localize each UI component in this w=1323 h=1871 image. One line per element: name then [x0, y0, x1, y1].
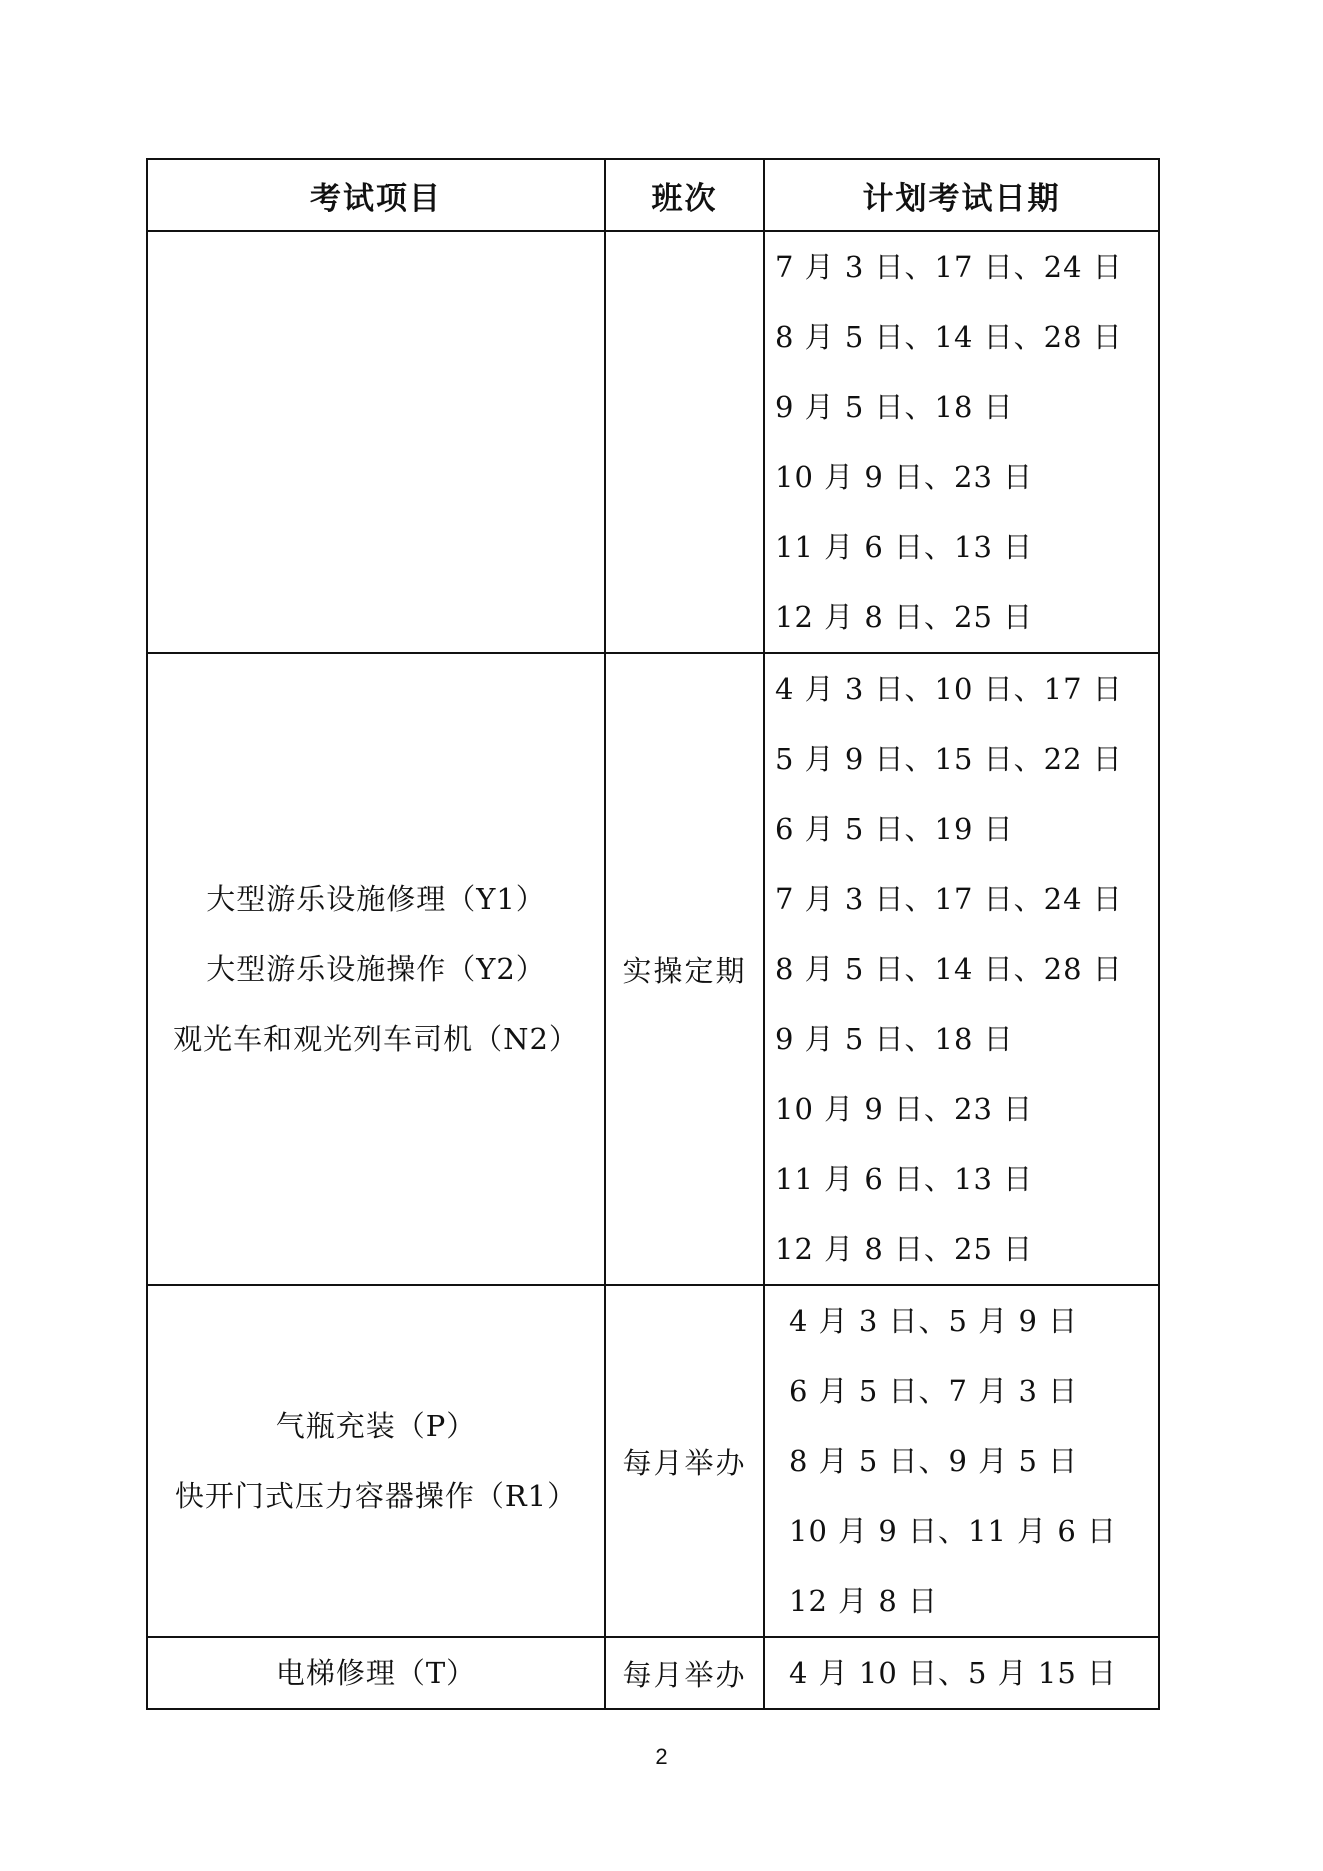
date-line: 4 月 3 日、10 日、17 日 [775, 672, 1123, 706]
exam-item-cell [147, 231, 605, 653]
exam-item-cell [147, 653, 605, 1285]
exam-item: 电梯修理（T） [275, 1656, 477, 1690]
date-line: 7 月 3 日、17 日、24 日 [775, 250, 1123, 284]
class-cell: 每月举办 [605, 1637, 764, 1709]
page-number: 2 [655, 1744, 668, 1769]
date-line: 8 月 5 日、14 日、28 日 [775, 320, 1123, 354]
date-line: 10 月 9 日、23 日 [775, 460, 1034, 494]
date-line: 11 月 6 日、13 日 [775, 1162, 1034, 1196]
exam-item: 大型游乐设施修理（Y1） [206, 882, 546, 916]
date-line: 8 月 5 日、9 月 5 日 [789, 1444, 1079, 1478]
exam-item-cell [147, 1637, 605, 1709]
exam-item: 大型游乐设施操作（Y2） [206, 952, 546, 986]
exam-item: 气瓶充装（P） [275, 1409, 477, 1443]
date-line: 4 月 3 日、5 月 9 日 [789, 1304, 1079, 1338]
date-line: 6 月 5 日、19 日 [775, 812, 1014, 846]
date-line: 11 月 6 日、13 日 [775, 530, 1034, 564]
date-line: 10 月 9 日、11 月 6 日 [789, 1514, 1118, 1548]
class-cell: 实操定期 [605, 653, 764, 1285]
exam-schedule-table [146, 158, 1160, 1710]
table-header-row [147, 159, 1159, 231]
header-planned-dates: 计划考试日期 [764, 159, 1159, 231]
date-line: 6 月 5 日、7 月 3 日 [789, 1374, 1079, 1408]
dates-cell [764, 231, 1159, 653]
exam-item: 快开门式压力容器操作（R1） [174, 1479, 578, 1513]
date-line: 4 月 10 日、5 月 15 日 [789, 1656, 1118, 1690]
class-cell: 每月举办 [605, 1285, 764, 1637]
table-row [147, 1637, 1159, 1709]
class-cell [605, 231, 764, 653]
dates-cell [764, 653, 1159, 1285]
exam-item-cell [147, 1285, 605, 1637]
exam-item: 观光车和观光列车司机（N2） [173, 1022, 579, 1056]
date-line: 7 月 3 日、17 日、24 日 [775, 882, 1123, 916]
dates-cell [764, 1285, 1159, 1637]
date-line: 8 月 5 日、14 日、28 日 [775, 952, 1123, 986]
date-line: 9 月 5 日、18 日 [775, 390, 1014, 424]
date-line: 10 月 9 日、23 日 [775, 1092, 1034, 1126]
table-row [147, 231, 1159, 653]
date-line: 12 月 8 日、25 日 [775, 1232, 1034, 1266]
date-line: 12 月 8 日、25 日 [775, 600, 1034, 634]
dates-cell [764, 1637, 1159, 1709]
table-row [147, 1285, 1159, 1637]
date-line: 5 月 9 日、15 日、22 日 [775, 742, 1123, 776]
header-class: 班次 [605, 159, 764, 231]
date-line: 9 月 5 日、18 日 [775, 1022, 1014, 1056]
date-line: 12 月 8 日 [789, 1584, 939, 1618]
header-exam-item: 考试项目 [147, 159, 605, 231]
table-row [147, 653, 1159, 1285]
